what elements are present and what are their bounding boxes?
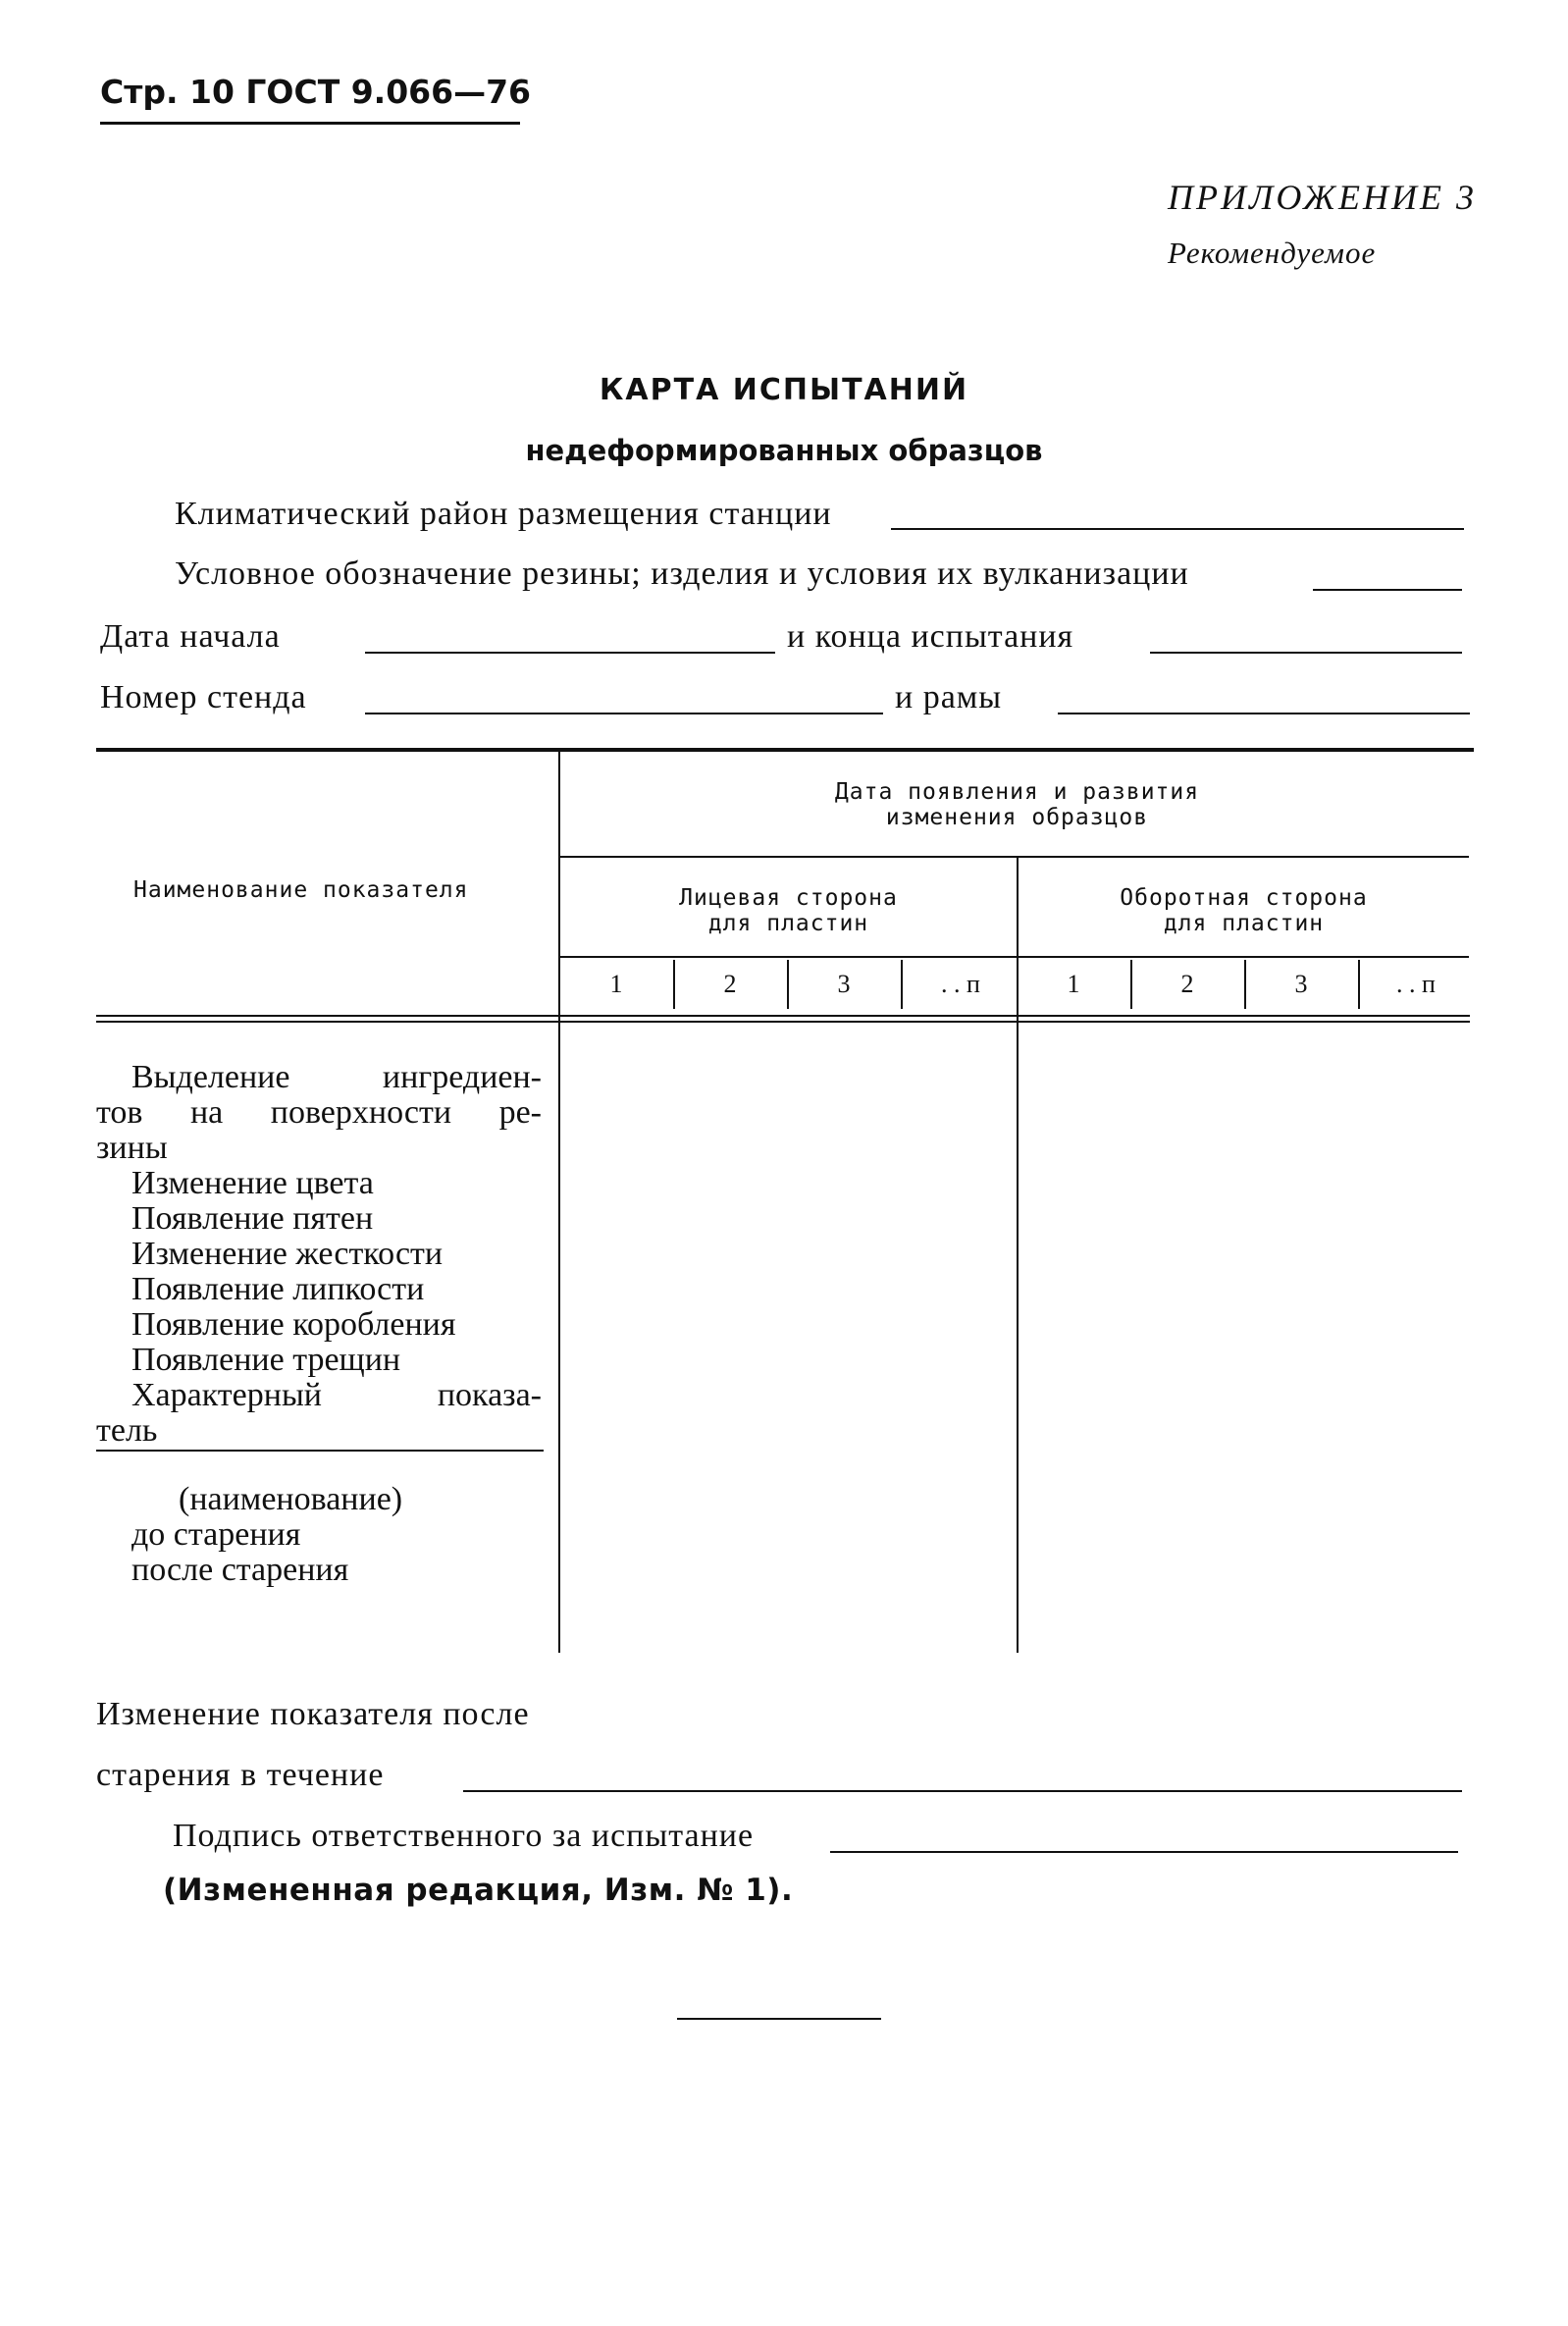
field-end-date-line[interactable] — [1150, 652, 1462, 654]
back-col-n: . . п — [1396, 970, 1436, 998]
field-start-date-line[interactable] — [365, 652, 775, 654]
end-rule — [677, 2018, 881, 2020]
back-col-1: 1 — [1067, 970, 1080, 998]
front-subdivider-3 — [901, 960, 903, 1009]
row-label: Появление коробления — [131, 1306, 456, 1343]
page-header: Стр. 10 ГОСТ 9.066—76 — [100, 73, 532, 111]
row-label: зины — [96, 1130, 168, 1166]
change-field-line[interactable] — [463, 1790, 1462, 1792]
back-col-2: 2 — [1180, 970, 1194, 998]
field-climate-region-line[interactable] — [891, 528, 1464, 530]
row-label: Появление трещин — [131, 1342, 401, 1378]
row-label: Характерный показа- — [131, 1377, 542, 1413]
change-label-line2: старения в течение — [96, 1757, 385, 1793]
field-frame-line[interactable] — [1058, 713, 1470, 714]
revision-note: (Измененная редакция, Изм. № 1). — [163, 1873, 794, 1908]
appendix-title: ПРИЛОЖЕНИЕ 3 — [1168, 178, 1477, 217]
field-start-date-label: Дата начала — [100, 618, 281, 655]
naming-label: (наименование) — [179, 1481, 403, 1517]
header-dates-line2: изменения образцов — [885, 805, 1149, 830]
front-col-2: 2 — [723, 970, 737, 998]
front-subdivider-1 — [673, 960, 675, 1009]
row-label: Появление пятен — [131, 1200, 374, 1237]
header-dates-line1: Дата появления и развития — [834, 779, 1200, 805]
field-end-date-label: и конца испытания — [787, 618, 1074, 655]
before-aging-label: до старения — [131, 1516, 301, 1553]
row-label: Изменение жесткости — [131, 1236, 444, 1272]
header-front-line2: для пластин — [707, 911, 869, 936]
row-label: тель — [96, 1412, 158, 1449]
header-underline — [100, 122, 520, 125]
field-rubber-line[interactable] — [1313, 589, 1462, 591]
header-double-line-top — [96, 1015, 1470, 1017]
front-col-3: 3 — [837, 970, 851, 998]
header-sides-underline — [560, 956, 1469, 958]
header-indicator: Наименование показателя — [133, 877, 469, 903]
row-label: тов на поверхности ре- — [96, 1094, 542, 1131]
front-col-1: 1 — [609, 970, 623, 998]
field-stand-line[interactable] — [365, 713, 883, 714]
front-subdivider-2 — [787, 960, 789, 1009]
characteristic-underline[interactable] — [96, 1450, 544, 1452]
field-frame-label: и рамы — [895, 679, 1003, 715]
header-front-line1: Лицевая сторона — [679, 885, 898, 911]
front-col-n: . . п — [941, 970, 980, 998]
header-back-line1: Оборотная сторона — [1120, 885, 1368, 911]
change-label-line1: Изменение показателя после — [96, 1696, 530, 1732]
row-label: Выделение ингредиен- — [131, 1059, 542, 1095]
back-col-3: 3 — [1294, 970, 1308, 998]
after-aging-label: после старения — [131, 1552, 349, 1588]
signature-field-line[interactable] — [830, 1851, 1458, 1853]
field-stand-label: Номер стенда — [100, 679, 307, 715]
table-divider-sides — [1017, 858, 1019, 1653]
appendix-subtitle: Рекомендуемое — [1168, 236, 1377, 270]
field-climate-region-label: Климатический район размещения станции — [175, 496, 832, 532]
back-subdivider-3 — [1358, 960, 1360, 1009]
signature-label: Подпись ответственного за испытание — [173, 1818, 755, 1854]
document-title: КАРТА ИСПЫТАНИЙ — [599, 373, 969, 407]
header-back-line2: для пластин — [1163, 911, 1325, 936]
field-rubber-label: Условное обозначение резины; изделия и условия их вулканизации — [175, 555, 1189, 592]
table-top-border — [96, 748, 1474, 752]
header-double-line-bottom — [96, 1021, 1470, 1023]
back-subdivider-2 — [1244, 960, 1246, 1009]
header-dates-underline — [560, 856, 1469, 858]
row-label: Изменение цвета — [131, 1165, 374, 1201]
back-subdivider-1 — [1130, 960, 1132, 1009]
row-label: Появление липкости — [131, 1271, 425, 1307]
document-subtitle: недеформированных образцов — [525, 434, 1043, 467]
